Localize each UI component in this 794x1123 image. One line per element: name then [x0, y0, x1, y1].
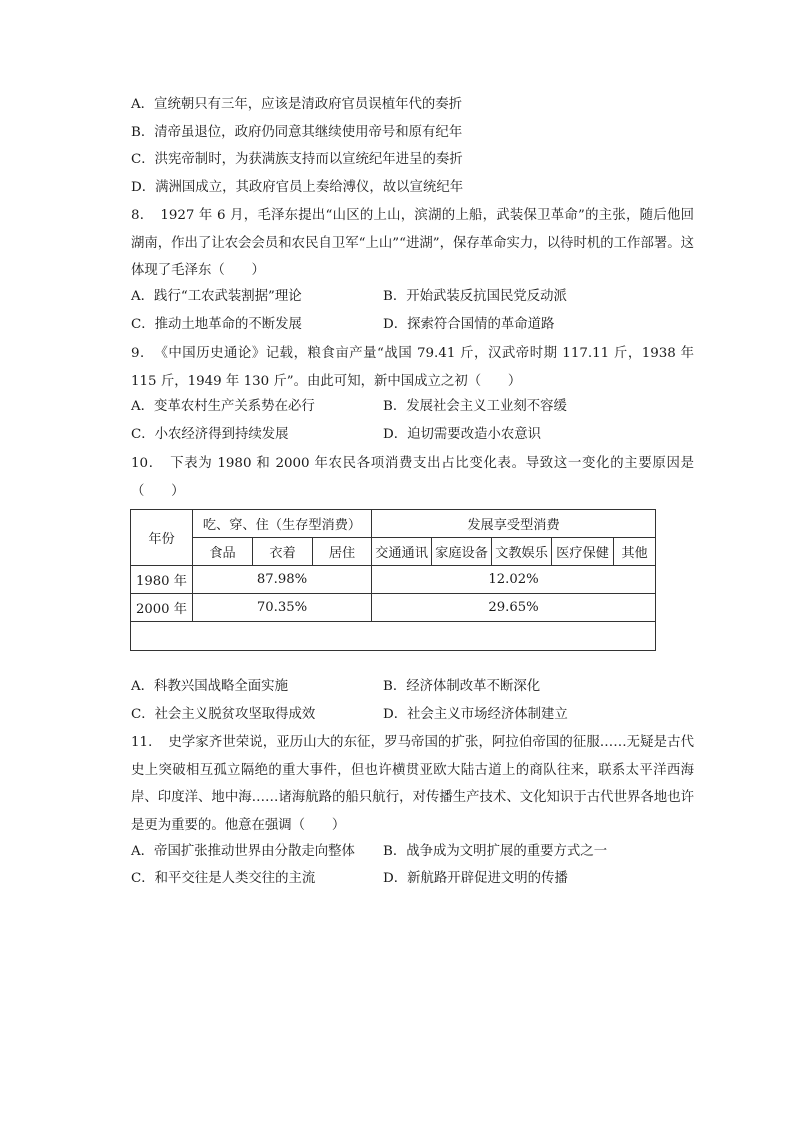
q11-option-c[interactable]: C．和平交往是人类交往的主流: [131, 871, 316, 886]
q7-option-b[interactable]: B．清帝虽退位，政府仍同意其继续使用帝号和原有纪年: [131, 125, 463, 140]
year-header: 年份: [131, 510, 193, 566]
sub-header-other: 其他: [614, 538, 656, 566]
q8-option-a[interactable]: A．践行“工农武装割据”理论: [131, 289, 302, 304]
q9-stem: 9． 《中国历史通论》记载，粮食亩产量“战国 79.41 斤，汉武帝时期 117.11 斤，1938 年 115 斤，1949 年 130 斤”。由此可知，新中国成立之初（ ）: [131, 346, 694, 389]
q8-stem: 8． 1927 年 6 月，毛泽东提出“山区的上山，滨湖的上船，武装保卫革命”的主张，随后他回湖南，作出了让农会会员和农民自卫军“上山”“进湖”，保存革命实力，以待时机的工作部署。这体现了毛泽东（ ）: [131, 208, 695, 278]
q9-option-c[interactable]: C．小农经济得到持续发展: [131, 427, 289, 442]
q10-option-c[interactable]: C．社会主义脱贫攻坚取得成效: [131, 707, 316, 722]
q11-option-b[interactable]: B．战争成为文明扩展的重要方式之一: [383, 844, 608, 859]
q8-option-b[interactable]: B．开始武装反抗国民党反动派: [383, 289, 567, 304]
q10-option-a[interactable]: A．科教兴国战略全面实施: [131, 679, 288, 694]
sub-header-food: 食品: [193, 538, 253, 566]
sub-header-medical: 医疗保健: [552, 538, 614, 566]
row-year: 2000 年: [131, 594, 193, 622]
q8-option-d[interactable]: D．探索符合国情的革命道路: [383, 317, 555, 332]
row-survival-value: 87.98%: [193, 566, 372, 594]
development-consumption-header: 发展享受型消费: [372, 510, 656, 538]
q9-option-b[interactable]: B．发展社会主义工业刻不容缓: [383, 399, 567, 414]
q9-option-d[interactable]: D．迫切需要改造小农意识: [383, 427, 542, 442]
sub-header-clothing: 衣着: [253, 538, 313, 566]
row-survival-value: 70.35%: [193, 594, 372, 622]
q7-option-a[interactable]: A．宣统朝只有三年，应该是清政府官员误植年代的奏折: [131, 97, 463, 112]
consumption-table: [130, 509, 656, 651]
q7-option-d[interactable]: D．满洲国成立，其政府官员上奏给溥仪，故以宣统纪年: [131, 180, 464, 195]
row-development-value: 12.02%: [372, 566, 656, 594]
q10-option-b[interactable]: B．经济体制改革不断深化: [383, 679, 541, 694]
table-row-empty: [131, 622, 656, 651]
sub-header-household: 家庭设备: [432, 538, 492, 566]
row-year: 1980 年: [131, 566, 193, 594]
q7-option-c[interactable]: C．洪宪帝制时，为获满族支持而以宣统纪年进呈的奏折: [131, 152, 463, 167]
table-row: [131, 594, 656, 622]
q10-option-d[interactable]: D．社会主义市场经济体制建立: [383, 707, 568, 722]
q9-option-a[interactable]: A．变革农村生产关系势在必行: [131, 399, 315, 414]
q8-option-c[interactable]: C．推动土地革命的不断发展: [131, 317, 302, 332]
q11-option-a[interactable]: A．帝国扩张推动世界由分散走向整体: [131, 844, 355, 859]
q10-stem: 10． 下表为 1980 和 2000 年农民各项消费支出占比变化表。导致这一变化的主要原因是（ ）: [131, 456, 694, 499]
sub-header-transport: 交通通讯: [372, 538, 432, 566]
table-row: [131, 566, 656, 594]
sub-header-housing: 居住: [313, 538, 372, 566]
survival-consumption-header: 吃、穿、住（生存型消费）: [193, 510, 372, 538]
row-development-value: 29.65%: [372, 594, 656, 622]
q11-stem: 11． 史学家齐世荣说，亚历山大的东征，罗马帝国的扩张，阿拉伯帝国的征服……无疑是古代史上突破相互孤立隔绝的重大事件，但也许横贯亚欧大陆古道上的商队往来，联系太平洋西海岸、印度洋、地中海……诸海航路的船只航行，对传播生产技术、文化知识于古代世界各地也许是更为重要的。他意在强调（ ）: [131, 735, 694, 833]
q11-option-d[interactable]: D．新航路开辟促进文明的传播: [383, 871, 568, 886]
sub-header-education: 文教娱乐: [492, 538, 552, 566]
